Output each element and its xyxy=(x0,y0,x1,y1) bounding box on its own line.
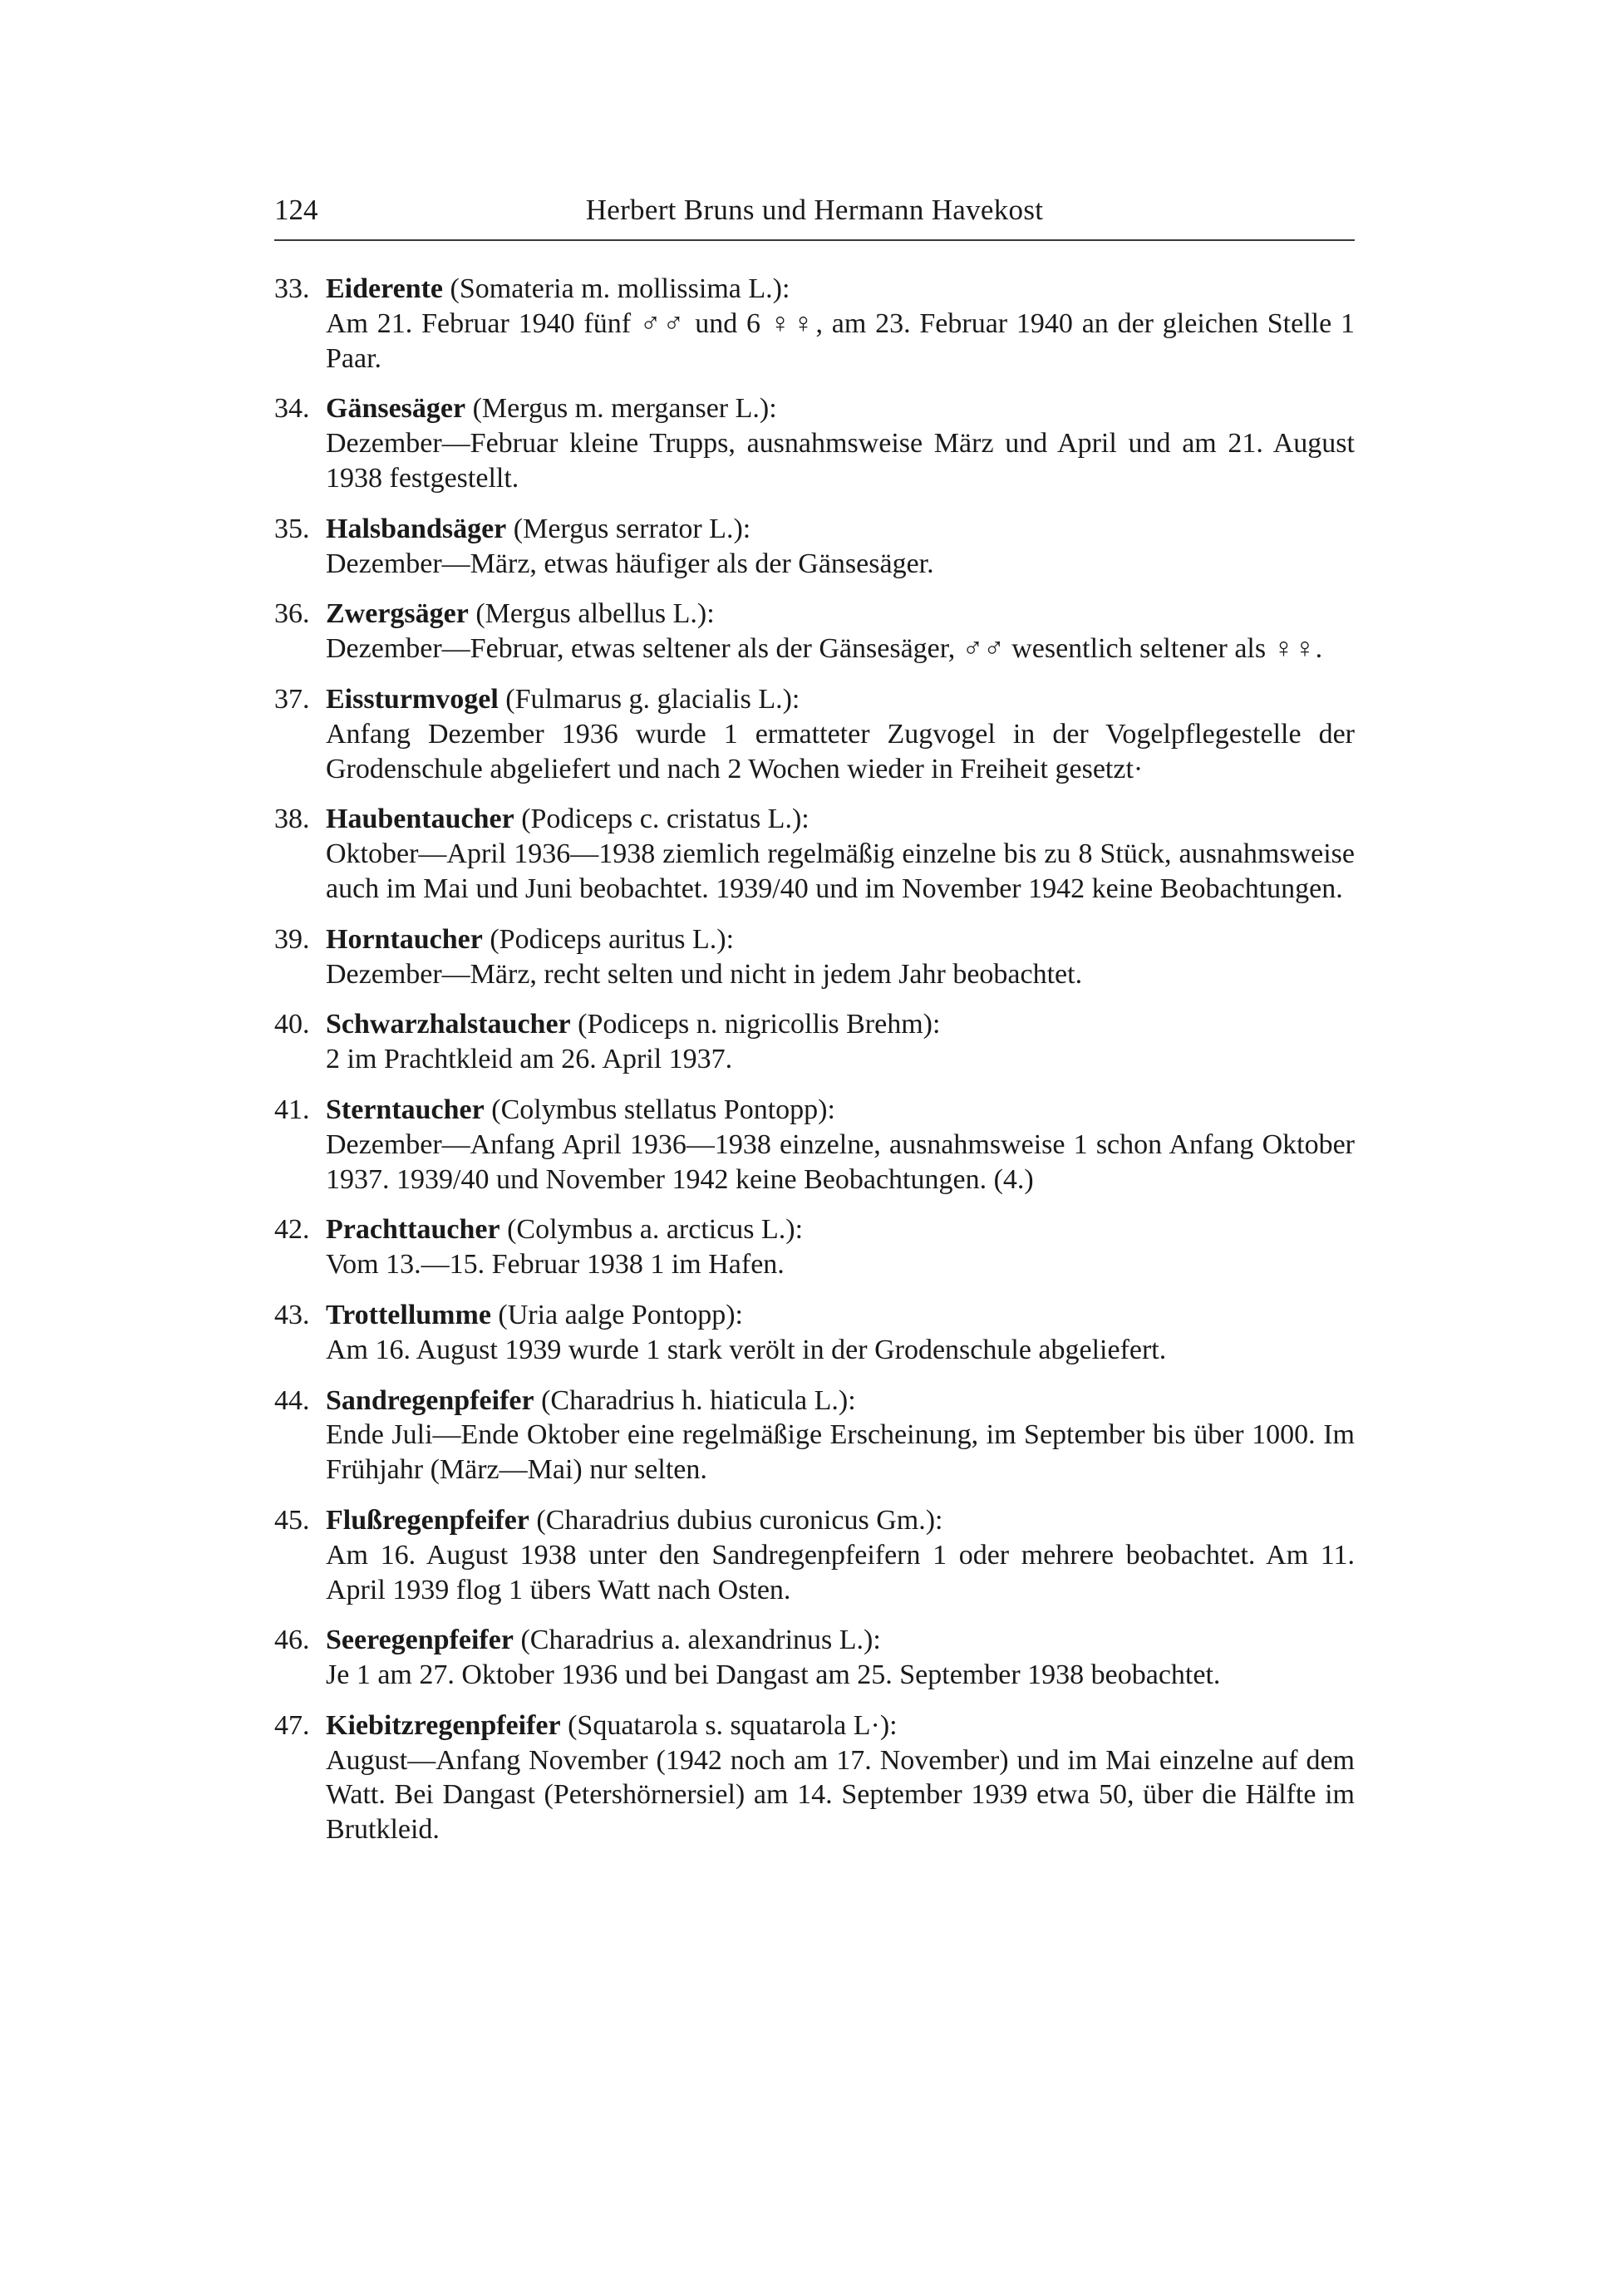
entry-title xyxy=(326,1093,1355,1128)
entry-number: 45. xyxy=(274,1504,310,1536)
entry-title xyxy=(326,1623,1355,1658)
latin-name: (Charadrius a. alexandrinus L.): xyxy=(513,1625,881,1656)
latin-name: (Mergus albellus L.): xyxy=(468,598,715,630)
species-entry-39 xyxy=(274,922,1355,992)
running-title: Herbert Bruns und Hermann Havekost xyxy=(585,194,1044,226)
latin-name: (Fulmarus g. glacialis L.): xyxy=(498,683,800,715)
entry-title xyxy=(326,1384,1355,1418)
entry-title xyxy=(326,682,1355,717)
species-name: Schwarzhalstaucher xyxy=(326,1009,571,1040)
species-name: Zwergsäger xyxy=(326,598,469,630)
species-name: Halsbandsäger xyxy=(326,513,507,544)
species-entry-43 xyxy=(274,1298,1355,1368)
entry-number: 44. xyxy=(274,1384,310,1416)
entry-title xyxy=(326,512,1355,547)
species-entry-47 xyxy=(274,1708,1355,1847)
entry-number: 43. xyxy=(274,1299,310,1330)
entry-text: Je 1 am 27. Oktober 1936 und bei Dangast am 25. September 1938 beobachtet. xyxy=(326,1659,1221,1691)
species-name: Seeregenpfeifer xyxy=(326,1625,514,1656)
entry-number: 34. xyxy=(274,393,310,425)
entry-number: 46. xyxy=(274,1625,310,1656)
species-entry-46 xyxy=(274,1623,1355,1693)
species-entry-40 xyxy=(274,1007,1355,1077)
entry-number: 42. xyxy=(274,1214,310,1246)
entry-text: Dezember—Anfang April 1936—1938 einzelne, ausnahmsweise 1 schon Anfang Oktober 1937. 1939/40 und November 1942 keine Beobachtungen. (4.) xyxy=(326,1128,1355,1195)
species-entry-38 xyxy=(274,802,1355,906)
species-name: Horntaucher xyxy=(326,923,483,955)
species-name: Sterntaucher xyxy=(326,1094,485,1125)
entry-number: 39. xyxy=(274,923,310,955)
species-name: Kiebitzregenpfeifer xyxy=(326,1709,561,1741)
entry-title xyxy=(326,391,1355,426)
entry-text: Ende Juli—Ende Oktober eine regelmäßige Erscheinung, im September bis über 1000. Im Frühjahr (März—Mai) nur selten. xyxy=(326,1419,1355,1486)
entry-number: 38. xyxy=(274,804,310,835)
species-name: Trottellumme xyxy=(326,1299,491,1330)
species-list xyxy=(274,272,1355,1863)
latin-name: (Colymbus stellatus Pontopp): xyxy=(484,1094,835,1125)
entry-title xyxy=(326,922,1355,957)
entry-text: Oktober—April 1936—1938 ziemlich regelmäßig einzelne bis zu 8 Stück, ausnahmsweise auch im Mai und Juni beobachtet. 1939/40 und im November 1942 keine Beobachtungen. xyxy=(326,838,1355,904)
entry-number: 33. xyxy=(274,273,310,304)
latin-name: (Charadrius dubius curonicus Gm.): xyxy=(529,1504,943,1536)
species-name: Haubentaucher xyxy=(326,804,514,835)
entry-title xyxy=(326,272,1355,307)
entry-text: Am 16. August 1938 unter den Sandregenpfeifern 1 oder mehrere beobachtet. Am 11. April 1939 flog 1 übers Watt nach Osten. xyxy=(326,1539,1355,1605)
entry-number: 35. xyxy=(274,513,310,544)
entry-number: 47. xyxy=(274,1709,310,1741)
latin-name: (Charadrius h. hiaticula L.): xyxy=(534,1384,856,1416)
latin-name: (Podiceps n. nigricollis Brehm): xyxy=(570,1009,941,1040)
latin-name: (Podiceps auritus L.): xyxy=(482,923,735,955)
latin-name: (Mergus m. merganser L.): xyxy=(465,393,777,425)
latin-name: (Uria aalge Pontopp): xyxy=(490,1299,743,1330)
entry-text: Anfang Dezember 1936 wurde 1 ermatteter Zugvogel in der Vogelpflegestelle der Grodenschule abgeliefert und nach 2 Wochen wieder in Freiheit gesetzt· xyxy=(326,718,1355,784)
entry-text: Am 21. Februar 1940 fünf ♂♂ und 6 ♀♀, am 23. Februar 1940 an der gleichen Stelle 1 Paar. xyxy=(326,307,1355,374)
entry-text: Dezember—Februar kleine Trupps, ausnahmsweise März und April und am 21. August 1938 festgestellt. xyxy=(326,428,1355,494)
page-header xyxy=(274,189,1355,231)
entry-text: Dezember—März, etwas häufiger als der Gänsesäger. xyxy=(326,548,934,579)
species-entry-36 xyxy=(274,597,1355,666)
entry-text: August—Anfang November (1942 noch am 17. November) und im Mai einzelne auf dem Watt. Bei Dangast (Petershörnersiel) am 14. September 1939 etwa 50, über die Hälfte im Brutkleid. xyxy=(326,1744,1355,1846)
entry-title xyxy=(326,1708,1355,1743)
species-entry-33 xyxy=(274,272,1355,376)
entry-text: Dezember—Februar, etwas seltener als der Gänsesäger, ♂♂ wesentlich seltener als ♀♀. xyxy=(326,633,1323,665)
species-name: Flußregenpfeifer xyxy=(326,1504,529,1536)
entry-text: Am 16. August 1939 wurde 1 stark verölt in der Grodenschule abgeliefert. xyxy=(326,1334,1167,1365)
entry-text: 2 im Prachtkleid am 26. April 1937. xyxy=(326,1044,733,1075)
entry-title xyxy=(326,802,1355,837)
entry-number: 40. xyxy=(274,1009,310,1040)
entry-number: 37. xyxy=(274,683,310,715)
page-number: 124 xyxy=(274,194,318,226)
species-name: Gänsesäger xyxy=(326,393,466,425)
entry-text: Vom 13.—15. Februar 1938 1 im Hafen. xyxy=(326,1249,785,1281)
species-name: Prachttaucher xyxy=(326,1214,500,1246)
entry-title xyxy=(326,597,1355,632)
entry-title xyxy=(326,1503,1355,1538)
latin-name: (Somateria m. mollissima L.): xyxy=(443,273,790,304)
entry-text: Dezember—März, recht selten und nicht in jedem Jahr beobachtet. xyxy=(326,958,1083,990)
species-entry-44 xyxy=(274,1384,1355,1487)
latin-name: (Podiceps c. cristatus L.): xyxy=(514,804,810,835)
species-name: Sandregenpfeifer xyxy=(326,1384,534,1416)
entry-title xyxy=(326,1212,1355,1247)
species-name: Eissturmvogel xyxy=(326,683,499,715)
species-entry-41 xyxy=(274,1093,1355,1197)
species-entry-35 xyxy=(274,512,1355,582)
header-rule xyxy=(274,239,1355,241)
entry-title xyxy=(326,1298,1355,1333)
species-entry-37 xyxy=(274,682,1355,786)
entry-number: 41. xyxy=(274,1094,310,1125)
species-entry-45 xyxy=(274,1503,1355,1607)
latin-name: (Mergus serrator L.): xyxy=(506,513,751,544)
entry-number: 36. xyxy=(274,598,310,630)
species-entry-34 xyxy=(274,391,1355,495)
species-name: Eiderente xyxy=(326,273,444,304)
latin-name: (Squatarola s. squatarola L·): xyxy=(560,1709,898,1741)
species-entry-42 xyxy=(274,1212,1355,1282)
entry-title xyxy=(326,1007,1355,1042)
latin-name: (Colymbus a. arcticus L.): xyxy=(499,1214,804,1246)
